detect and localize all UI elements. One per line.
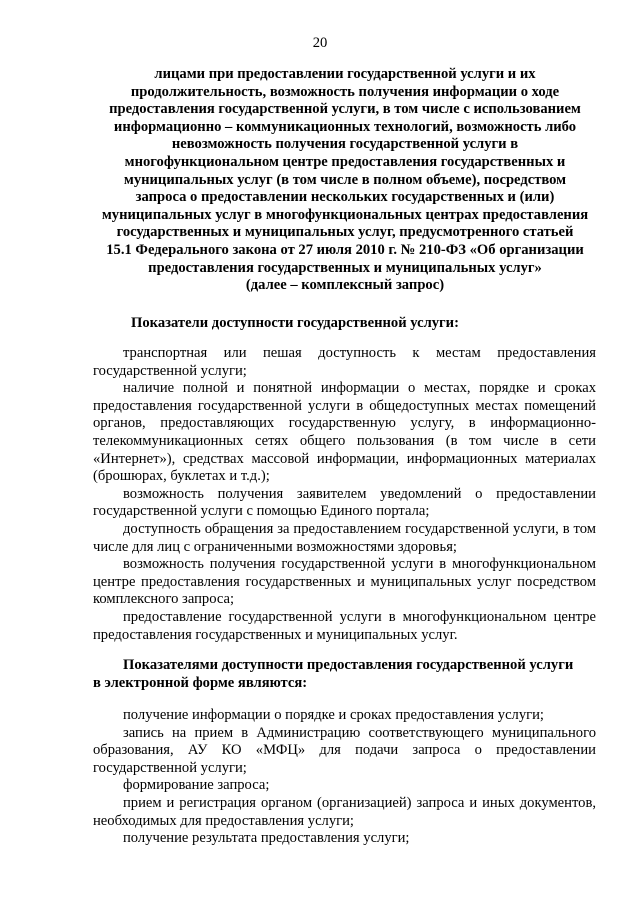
page-number: 20 <box>312 35 328 51</box>
list-item: транспортная или пешая доступность к местам предоставления государственной услуги; <box>93 345 596 379</box>
list-item: прием и регистрация органом (организацией) запроса и иных документов, необходимых для предоставления услуги; <box>93 794 596 829</box>
heading-line: 15.1 Федерального закона от 27 июля 2010 г. № 210-ФЗ «Об организации <box>106 241 584 258</box>
list-item: получение информации о порядке и сроках предоставления услуги; <box>123 707 544 723</box>
list-item: получение результата предоставления услуги; <box>123 830 410 847</box>
list-item: предоставление государственной услуги в многофункциональном центре предоставления государственных и муниципальных услуг. <box>93 608 596 643</box>
list-item: запись на прием в Администрацию соответствующего муниципального образования, АУ КО «МФЦ» для подачи запроса о предоставлении государственной услуги; <box>93 724 596 776</box>
heading-line: лицами при предоставлении государственной услуги и их <box>154 66 536 82</box>
section-heading <box>80 66 610 295</box>
heading-line: государственных и муниципальных услуг, предусмотренного статьей <box>116 224 574 241</box>
section2-title-line: Показателями доступности предоставления государственной услуги <box>123 657 574 673</box>
heading-line: невозможность получения государственной услуги в <box>171 136 519 153</box>
heading-line: многофункциональном центре предоставления государственных и <box>124 153 566 170</box>
heading-line: продолжительность, возможность получения информации о ходе <box>130 83 560 100</box>
section1-title: Показатели доступности государственной услуги: <box>131 315 459 331</box>
heading-line: предоставления государственных и муниципальных услуг» <box>148 259 542 276</box>
section2-title <box>93 657 596 692</box>
list-item: формирование запроса; <box>123 777 270 794</box>
list-item: доступность обращения за предоставлением государственной услуги, в том числе для лиц с ограниченными возможностями здоровья; <box>93 520 596 555</box>
heading-line: муниципальных услуг в многофункциональных центрах предоставления <box>101 206 589 223</box>
heading-line: муниципальных услуг (в том числе в полном объеме), посредством <box>123 171 567 188</box>
list-item: возможность получения государственной услуги в многофункциональном центре предоставления государственных и муниципальных услуг посредством комплексного запроса; <box>93 556 596 608</box>
heading-line: запроса о предоставлении нескольких государственных и (или) <box>135 189 555 206</box>
section1-list <box>93 345 596 644</box>
section2-title-line: в электронной форме являются: <box>93 674 308 691</box>
heading-line: информационно – коммуникационных технологий, возможность либо <box>113 118 577 135</box>
list-item: наличие полной и понятной информации о местах, порядке и сроках предоставления государственной услуги в общедоступных местах помещений органов, предоставляющих государственную услугу, в информационно-телекоммуникационных сетях общего пользования (в том числе в сети «Интернет»), средствах массовой информации, информационных материалах (брошюрах, буклетах и т.д.); <box>93 380 596 485</box>
heading-line: предоставления государственной услуги, в том числе с использованием <box>109 101 581 118</box>
section2-list <box>93 707 596 848</box>
list-item: возможность получения заявителем уведомлений о предоставлении государственной услуги с помощью Единого портала; <box>93 485 596 520</box>
heading-line: (далее – комплексный запрос) <box>245 277 445 294</box>
